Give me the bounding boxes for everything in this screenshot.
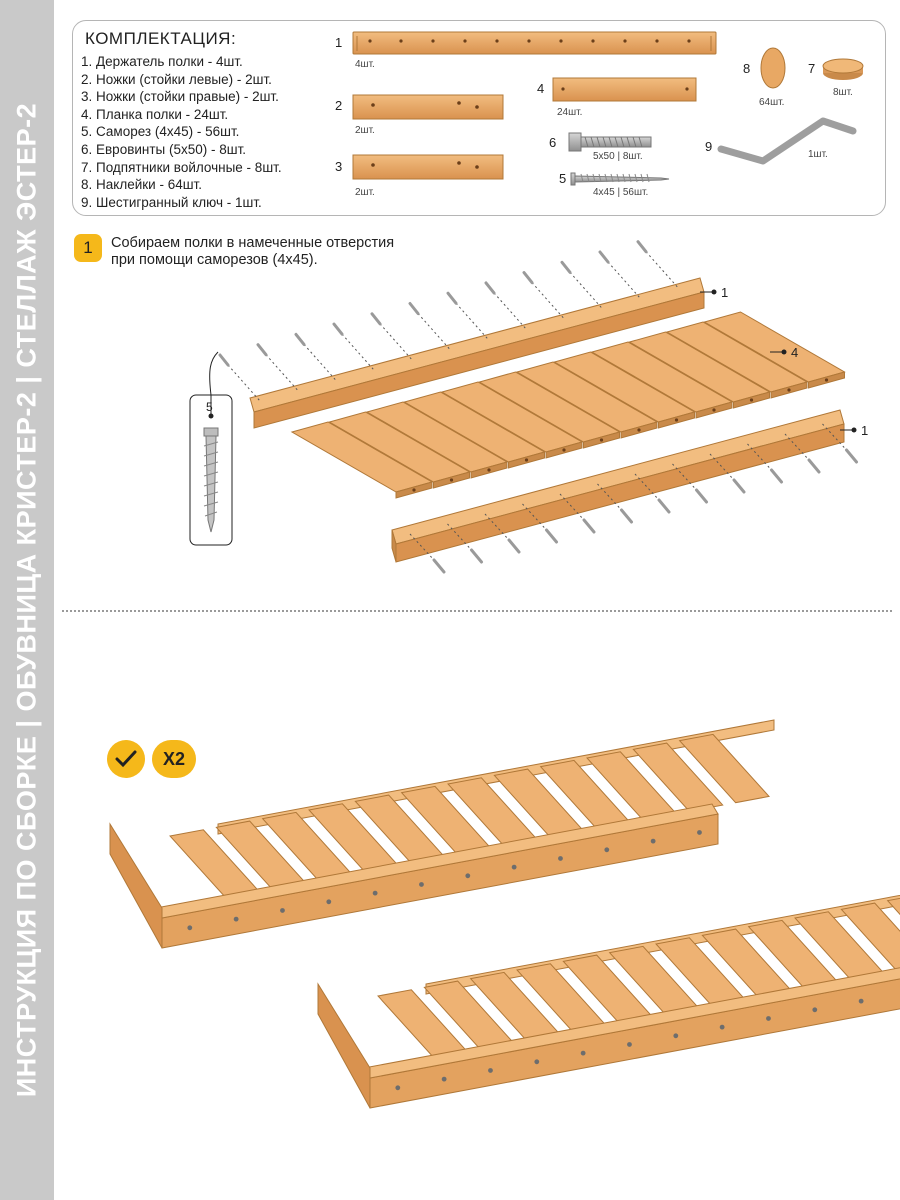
part-number: 9 [705,139,713,154]
screw-head [512,865,517,870]
part-number: 7 [808,61,816,76]
callout-label: 4 [791,345,799,360]
quantity-multiplier: X2 [152,740,196,778]
side-leg [110,824,162,948]
callout-label: 5 [206,400,213,414]
kit-item: 6. Евровинты (5х50) - 8шт. [81,141,247,157]
screw-head [234,917,239,922]
document-title: ИНСТРУКЦИЯ ПО СБОРКЕ | ОБУВНИЦА КРИСТЕР-2 | СТЕЛЛАЖ ЭСТЕР-2 [11,102,42,1098]
screw-head [187,925,192,930]
part-quantity: 1шт. [808,149,828,160]
step-text-line: Собираем полки в намеченные отверстия [111,235,395,251]
kit-item: 9. Шестигранный ключ - 1шт. [81,194,262,210]
assembled-shelf [318,880,900,1108]
screw-head [604,847,609,852]
part-quantity: 4х45 | 56шт. [593,187,649,198]
kit-item: 2. Ножки (стойки левые) - 2шт. [81,71,272,87]
kit-item: 5. Саморез (4х45) - 56шт. [81,124,240,140]
step-text-line: при помощи саморезов (4х45). [111,252,318,268]
part-number: 3 [335,159,343,174]
screw-head [326,899,331,904]
kit-item: 7. Подпятники войлочные - 8шт. [81,159,282,175]
screw-head [697,830,702,835]
screw-head [651,839,656,844]
screw-head [534,1059,539,1064]
part-quantity: 24шт. [557,107,583,118]
part-quantity: 4шт. [355,59,375,70]
callout-label: 1 [861,423,869,438]
screw-head [373,891,378,896]
kit-item: 8. Наклейки - 64шт. [81,177,202,193]
kit-item: 3. Ножки (стойки правые) - 2шт. [81,89,279,105]
screw-head [859,999,864,1004]
kit-item: 4. Планка полки - 24шт. [81,106,229,122]
screw-head [558,856,563,861]
kit-title: КОМПЛЕКТАЦИЯ: [85,29,237,48]
screw-head [627,1042,632,1047]
screw-head [280,908,285,913]
part-number: 5 [559,171,567,186]
part-number: 8 [743,61,751,76]
part-quantity: 5х50 | 8шт. [593,151,643,162]
screw-head [720,1025,725,1030]
screw-head [581,1051,586,1056]
screw-head [465,873,470,878]
callout-label: 1 [721,285,729,300]
screw-head [442,1077,447,1082]
screw-head [395,1085,400,1090]
part-quantity: 2шт. [355,187,375,198]
screw-head [812,1007,817,1012]
assembled-shelf [110,720,774,948]
part-number: 4 [537,81,545,96]
part-number: 2 [335,98,343,113]
part-number: 6 [549,135,557,150]
part-quantity: 8шт. [833,87,853,98]
screw-head [488,1068,493,1073]
kit-item: 1. Держатель полки - 4шт. [81,54,243,69]
part-number: 1 [335,35,343,50]
screw-head [419,882,424,887]
side-leg [318,984,370,1108]
part-quantity: 64шт. [759,97,785,108]
step-number-badge: 1 [74,234,102,262]
screw-head [673,1033,678,1038]
screw-head [766,1016,771,1021]
part-quantity: 2шт. [355,125,375,136]
